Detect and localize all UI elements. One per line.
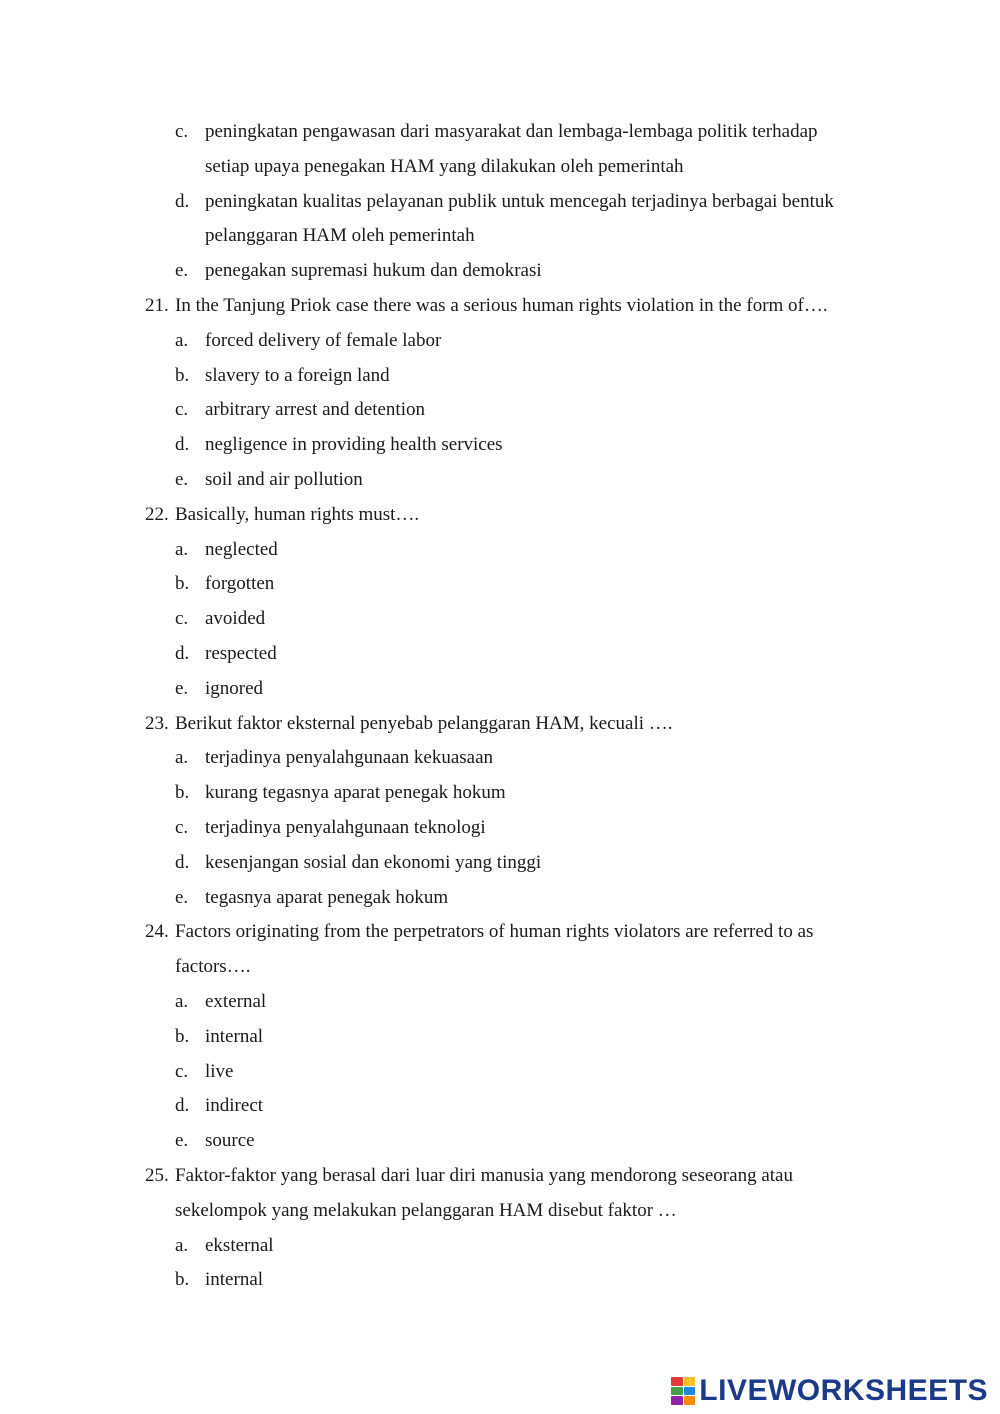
- option-letter: c.: [175, 399, 189, 421]
- answer-option[interactable]: [0, 637, 1000, 672]
- option-letter: e.: [175, 677, 189, 699]
- logo-tile: [684, 1387, 696, 1396]
- option-text: external: [205, 990, 267, 1012]
- option-text: penegakan supremasi hukum dan demokrasi: [205, 260, 542, 282]
- option-text: forgotten: [205, 573, 275, 595]
- question-number: 25.: [145, 1164, 169, 1186]
- option-text: forced delivery of female labor: [205, 329, 442, 351]
- answer-option[interactable]: [0, 115, 1000, 150]
- answer-option[interactable]: [0, 846, 1000, 881]
- question-number: 23.: [145, 712, 169, 734]
- answer-option[interactable]: [0, 567, 1000, 602]
- question-text: In the Tanjung Priok case there was a serious human rights violation in the form of….: [175, 294, 828, 316]
- option-text-continued: [0, 219, 1000, 254]
- option-letter: a.: [175, 747, 189, 769]
- option-letter: b.: [175, 364, 190, 386]
- option-text: peningkatan kualitas pelayanan publik untuk mencegah terjadinya berbagai bentuk: [205, 190, 834, 212]
- question-text: Faktor-faktor yang berasal dari luar diri manusia yang mendorong seseorang atau: [175, 1164, 793, 1186]
- option-text: negligence in providing health services: [205, 434, 503, 456]
- logo-tile: [684, 1396, 696, 1405]
- option-text: source: [205, 1130, 255, 1152]
- question-text: Berikut faktor eksternal penyebab pelanggaran HAM, kecuali ….: [175, 712, 673, 734]
- answer-option[interactable]: [0, 359, 1000, 394]
- question-stem: [0, 915, 1000, 950]
- answer-option[interactable]: [0, 254, 1000, 289]
- question-number: 24.: [145, 921, 169, 943]
- answer-option[interactable]: [0, 985, 1000, 1020]
- option-text: internal: [205, 1269, 264, 1291]
- option-letter: d.: [175, 434, 190, 456]
- question-number: 22.: [145, 503, 169, 525]
- option-letter: c.: [175, 608, 189, 630]
- option-text: avoided: [205, 608, 266, 630]
- answer-option[interactable]: [0, 602, 1000, 637]
- answer-option[interactable]: [0, 463, 1000, 498]
- question-stem: [0, 707, 1000, 742]
- question-text-continued: [0, 950, 1000, 985]
- question-number: 21.: [145, 294, 169, 316]
- option-letter: a.: [175, 990, 189, 1012]
- question-text: Basically, human rights must….: [175, 503, 420, 525]
- option-letter: e.: [175, 468, 189, 490]
- liveworksheets-logo-icon: [671, 1377, 695, 1405]
- answer-option[interactable]: [0, 672, 1000, 707]
- option-letter: b.: [175, 1269, 190, 1291]
- option-letter: a.: [175, 538, 189, 560]
- option-text: kurang tegasnya aparat penegak hokum: [205, 782, 506, 804]
- option-letter: d.: [175, 642, 190, 664]
- option-text: indirect: [205, 1095, 264, 1117]
- answer-option[interactable]: [0, 1055, 1000, 1090]
- question-text: sekelompok yang melakukan pelanggaran HAM disebut faktor …: [175, 1199, 677, 1221]
- answer-option[interactable]: [0, 1263, 1000, 1298]
- option-text: peningkatan pengawasan dari masyarakat dan lembaga-lembaga politik terhadap: [205, 121, 818, 142]
- option-text: ignored: [205, 677, 264, 699]
- worksheet-page: [0, 115, 1000, 1298]
- option-text-continued: [0, 150, 1000, 185]
- question-text-continued: [0, 1194, 1000, 1229]
- option-letter: b.: [175, 573, 190, 595]
- option-letter: d.: [175, 190, 190, 212]
- option-text: kesenjangan sosial dan ekonomi yang tinggi: [205, 851, 542, 873]
- answer-option[interactable]: [0, 881, 1000, 916]
- question-text: factors….: [175, 956, 251, 978]
- answer-option[interactable]: [0, 776, 1000, 811]
- answer-option[interactable]: [0, 1089, 1000, 1124]
- question-stem: [0, 289, 1000, 324]
- option-letter: a.: [175, 1234, 189, 1256]
- option-letter: c.: [175, 816, 189, 838]
- option-text: tegasnya aparat penegak hokum: [205, 886, 449, 908]
- option-letter: c.: [175, 1060, 189, 1082]
- answer-option[interactable]: [0, 185, 1000, 220]
- option-text: neglected: [205, 538, 278, 560]
- option-letter: a.: [175, 329, 189, 351]
- logo-tile: [671, 1377, 683, 1386]
- option-letter: d.: [175, 1095, 190, 1117]
- answer-option[interactable]: [0, 428, 1000, 463]
- option-text: internal: [205, 1025, 264, 1047]
- option-text: live: [205, 1060, 234, 1082]
- option-text: eksternal: [205, 1234, 274, 1256]
- option-text: terjadinya penyalahgunaan teknologi: [205, 816, 486, 838]
- answer-option[interactable]: [0, 1020, 1000, 1055]
- brand-name: LIVEWORKSHEETS: [699, 1374, 988, 1407]
- answer-option[interactable]: [0, 741, 1000, 776]
- option-text: slavery to a foreign land: [205, 364, 390, 386]
- question-stem: [0, 498, 1000, 533]
- liveworksheets-brand[interactable]: [671, 1374, 988, 1408]
- question-text: Factors originating from the perpetrators of human rights violators are referred to as: [175, 921, 814, 943]
- option-text: soil and air pollution: [205, 468, 363, 490]
- option-letter: e.: [175, 1130, 189, 1152]
- option-text: arbitrary arrest and detention: [205, 399, 425, 421]
- logo-tile: [671, 1396, 683, 1405]
- question-stem: [0, 1159, 1000, 1194]
- logo-tile: [684, 1377, 696, 1386]
- option-text: pelanggaran HAM oleh pemerintah: [205, 225, 475, 247]
- option-letter: b.: [175, 1025, 190, 1047]
- answer-option[interactable]: [0, 1229, 1000, 1264]
- option-letter: d.: [175, 851, 190, 873]
- answer-option[interactable]: [0, 393, 1000, 428]
- option-letter: e.: [175, 886, 189, 908]
- option-letter: e.: [175, 260, 189, 282]
- answer-option[interactable]: [0, 533, 1000, 568]
- option-letter: b.: [175, 782, 190, 804]
- answer-option[interactable]: [0, 1124, 1000, 1159]
- option-letter: c.: [175, 121, 189, 142]
- option-text: respected: [205, 642, 277, 664]
- answer-option[interactable]: [0, 811, 1000, 846]
- option-text: setiap upaya penegakan HAM yang dilakukan oleh pemerintah: [205, 155, 684, 177]
- option-text: terjadinya penyalahgunaan kekuasaan: [205, 747, 494, 769]
- logo-tile: [671, 1387, 683, 1396]
- answer-option[interactable]: [0, 324, 1000, 359]
